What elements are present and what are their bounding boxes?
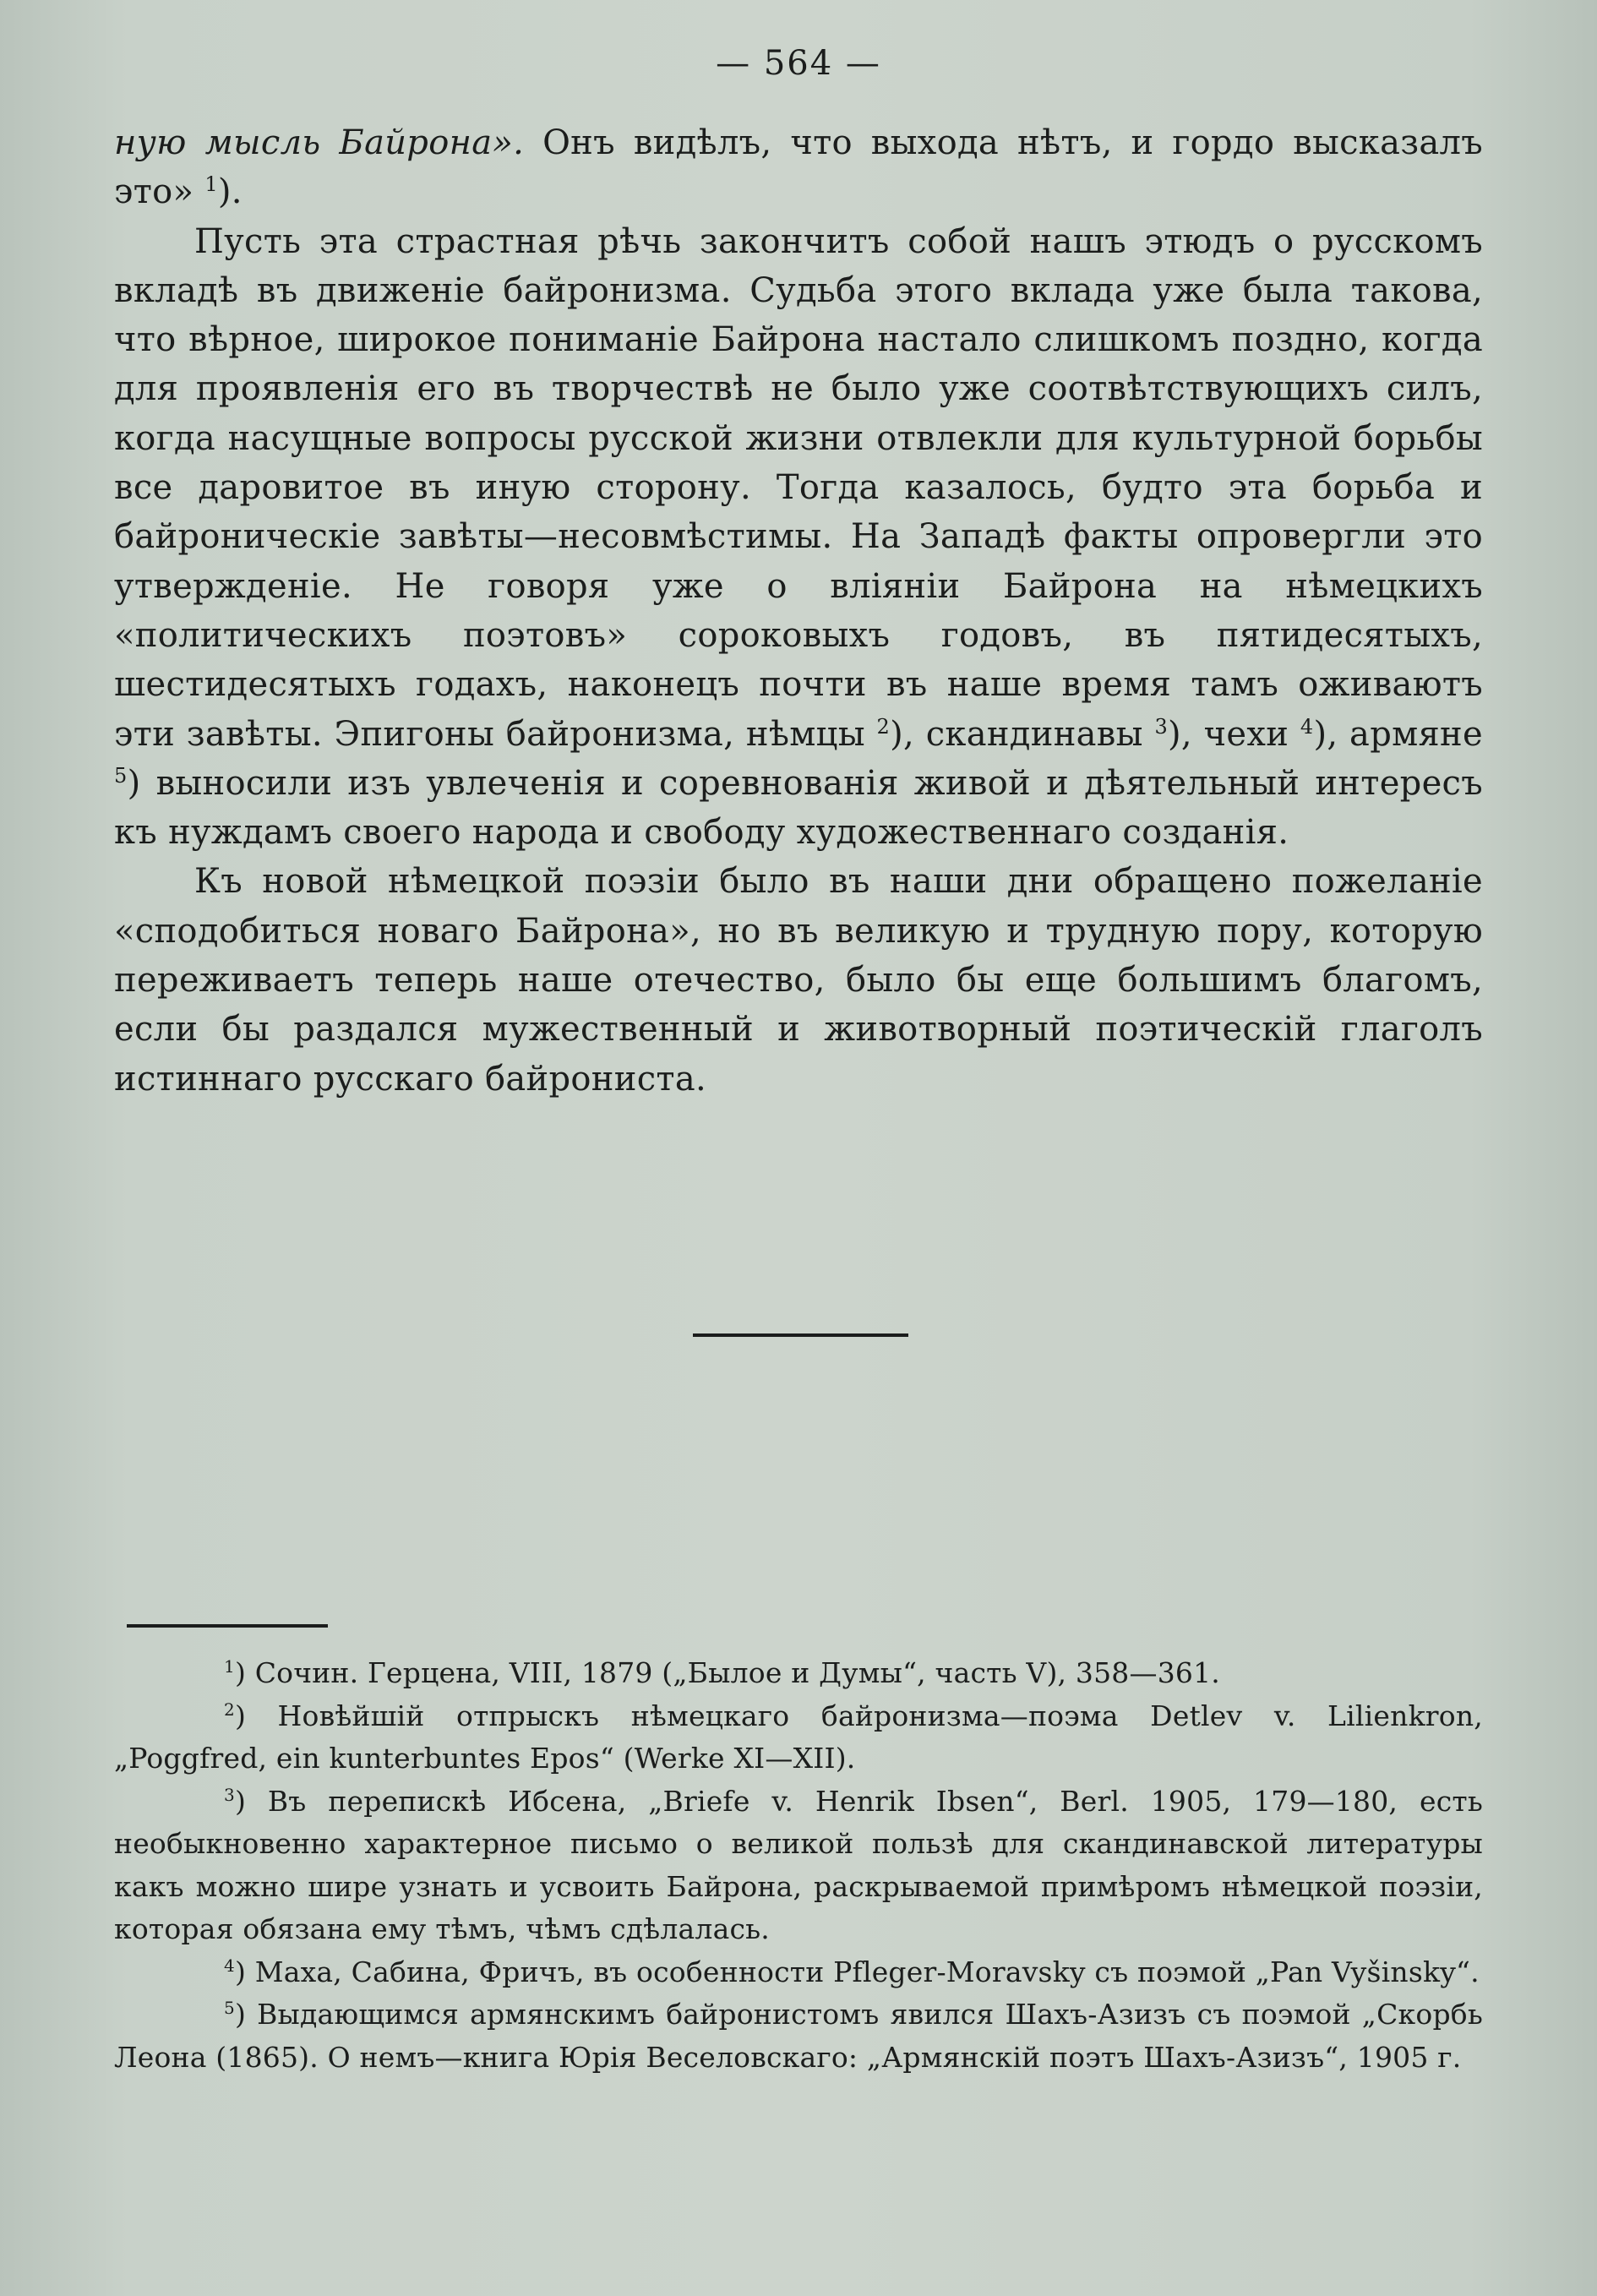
paragraph-1-text: Онъ видѣлъ, что выхода нѣтъ, и гордо высказалъ это» xyxy=(114,123,1483,212)
paragraph-1-end: ). xyxy=(217,172,243,212)
footnote-ref-2: 2 xyxy=(876,714,891,739)
paragraph-2-text-d: ), армяне xyxy=(1313,714,1483,754)
footnote-2 xyxy=(114,1695,1483,1781)
paragraph-2-text-b: ), скандинавы xyxy=(890,714,1143,754)
paragraph-2-text-c: ), чехи xyxy=(1168,714,1289,754)
main-text xyxy=(114,118,1483,1104)
footnote-rule xyxy=(127,1624,328,1628)
footnote-text: ) Маха, Сабина, Фричъ, въ особенности Pfleger-Moravsky съ поэмой „Pan Vyšinsky“. xyxy=(234,1955,1480,1988)
footnote-text: ) Выдающимся армянскимъ байронистомъ явился Шахъ-Азизъ съ поэмой „Скорбь Леона (1865). О немъ—книга Юрія Веселовскаго: „Армянскій поэтъ Шахъ-Азизъ“, 1905 г. xyxy=(114,1998,1483,2074)
quote-italic: ную мысль Байрона». xyxy=(114,123,525,162)
paragraph-2 xyxy=(114,217,1483,858)
footnotes xyxy=(114,1652,1483,2079)
paragraph-2-text-a: Пусть эта страстная рѣчь закончитъ собой нашъ этюдъ о русскомъ вкладѣ въ движеніе байронизма. Судьба этого вклада уже была такова, что вѣрное, широкое пониманіе Байрона настало слишкомъ поздно, когда для проявленія его въ творчествѣ не было уже соотвѣтствующихъ силъ, когда насущные вопросы русской жизни отвлекли для культурной борьбы все даровитое въ иную сторону. Тогда казалось, будто эта борьба и байроническіе завѣты—несовмѣстимы. На Западѣ факты опровергли это утвержденіе. Не говоря уже о вліяніи Байрона на нѣмецкихъ «политическихъ поэтовъ» сороковыхъ годовъ, въ пятидесятыхъ, шестидесятыхъ годахъ, наконецъ почти въ наше время тамъ оживаютъ эти завѣты. Эпигоны байронизма, нѣмцы xyxy=(114,221,1483,754)
footnote-num: 5 xyxy=(224,1998,235,2018)
section-separator xyxy=(693,1333,908,1337)
footnote-ref-5: 5 xyxy=(114,763,128,788)
footnote-3 xyxy=(114,1781,1483,1951)
footnote-ref-3: 3 xyxy=(1154,714,1169,739)
footnote-4 xyxy=(114,1951,1483,1994)
paragraph-2-text-e: ) выносили изъ увлеченія и соревнованія живой и дѣятельный интересъ къ нуждамъ своего народа и свободу художественнаго созданія. xyxy=(114,763,1483,853)
footnote-text: ) Новѣйшій отпрыскъ нѣмецкаго байронизма—поэма Detlev v. Lilienkron, „Poggfred, ein kunterbuntes Epos“ (Werke XI—XII). xyxy=(114,1699,1483,1775)
footnote-num: 3 xyxy=(224,1784,235,1805)
paragraph-3: Къ новой нѣмецкой поэзіи было въ наши дни обращено пожеланіе «сподобиться новаго Байрона», но въ великую и трудную пору, которую переживаетъ теперь наше отечество, было бы еще большимъ благомъ, если бы раздался мужественный и животворный поэтическій глаголъ истиннаго русскаго байрониста. xyxy=(114,862,1483,1099)
footnote-ref-1: 1 xyxy=(204,172,218,197)
footnote-text: ) Въ перепискѣ Ибсена, „Briefe v. Henrik Ibsen“, Berl. 1905, 179—180, есть необыкновенно характерное письмо о великой пользѣ для скандинавской литературы какъ можно шире узнать и усвоить Байрона, раскрываемой примѣромъ нѣмецкой поэзіи, которая обязана ему тѣмъ, чѣмъ сдѣлалась. xyxy=(114,1784,1483,1945)
footnote-5 xyxy=(114,1993,1483,2079)
footnote-num: 1 xyxy=(224,1656,235,1677)
paragraph-1 xyxy=(114,118,1483,217)
footnote-text: ) Сочин. Герцена, VIII, 1879 („Былое и Думы“, часть V), 358—361. xyxy=(234,1656,1220,1689)
footnote-1 xyxy=(114,1652,1483,1695)
footnote-num: 4 xyxy=(224,1955,235,1976)
footnote-ref-4: 4 xyxy=(1300,714,1314,739)
footnote-num: 2 xyxy=(224,1699,235,1720)
page-number: — 564 — xyxy=(716,44,881,83)
